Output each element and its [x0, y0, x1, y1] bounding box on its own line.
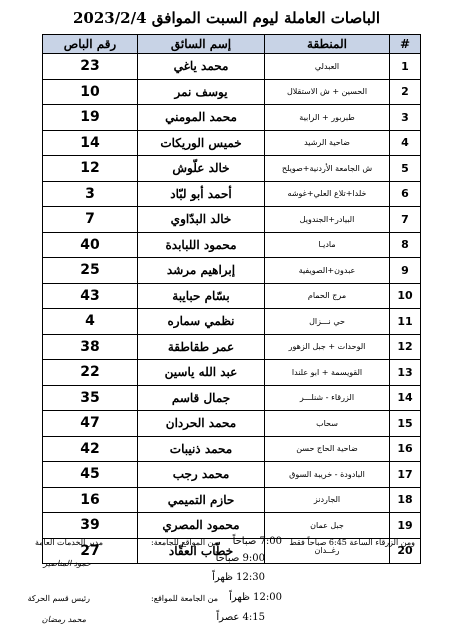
- row-driver-name: إبراهيم مرشد: [138, 258, 265, 284]
- row-driver-name: حازم التميمي: [138, 487, 265, 513]
- header-bus-number: رقم الباص: [43, 35, 138, 54]
- row-driver-name: بسّام حبايبة: [138, 283, 265, 309]
- head-title: رئيس قسم الحركة: [27, 594, 90, 603]
- table-row: [43, 334, 421, 360]
- row-driver-name: عبد الله ياسين: [138, 360, 265, 386]
- header-number: #: [390, 35, 421, 54]
- row-number: 2: [390, 79, 421, 105]
- row-number: 4: [390, 130, 421, 156]
- row-number: 10: [390, 283, 421, 309]
- row-area: الجاردنز: [265, 487, 390, 513]
- row-driver-name: محمد المومني: [138, 105, 265, 131]
- row-bus-number: 43: [43, 283, 138, 309]
- director-title: مدير الخدمات العامة: [34, 538, 103, 547]
- to-university-label: من المواقع للجامعة:: [151, 538, 218, 547]
- row-driver-name: يوسف نمر: [138, 79, 265, 105]
- row-driver-name: محمود اللبابدة: [138, 232, 265, 258]
- zarqa-note: ومن الزرقاء الساعة 6:45 صباحاً فقط: [289, 538, 415, 547]
- row-number: 20: [390, 538, 421, 564]
- row-area: سحاب: [265, 411, 390, 437]
- row-driver-name: أحمد أبو لبّاد: [138, 181, 265, 207]
- row-bus-number: 45: [43, 462, 138, 488]
- row-area: رغــدان: [265, 538, 390, 564]
- row-number: 15: [390, 411, 421, 437]
- row-driver-name: محمد ياغي: [138, 54, 265, 80]
- row-area: الوحدات + جبل الزهور: [265, 334, 390, 360]
- row-bus-number: 16: [43, 487, 138, 513]
- row-driver-name: عمر طقاطقة: [138, 334, 265, 360]
- row-bus-number: 4: [43, 309, 138, 335]
- header-driver: إسم السائق: [138, 35, 265, 54]
- director-signature-name: حمود المناصير: [43, 559, 91, 568]
- row-driver-name: محمد رجب: [138, 462, 265, 488]
- table-row: [43, 79, 421, 105]
- table-row: [43, 156, 421, 182]
- row-bus-number: 7: [43, 207, 138, 233]
- row-number: 6: [390, 181, 421, 207]
- row-bus-number: 42: [43, 436, 138, 462]
- table-row: [43, 360, 421, 386]
- row-area: الحسين + ش الاستقلال: [265, 79, 390, 105]
- row-area: مرج الحمام: [265, 283, 390, 309]
- row-number: 8: [390, 232, 421, 258]
- row-number: 1: [390, 54, 421, 80]
- row-number: 9: [390, 258, 421, 284]
- row-area: ضاحية الرشيد: [265, 130, 390, 156]
- row-driver-name: خالد علّوش: [138, 156, 265, 182]
- table-row: [43, 207, 421, 233]
- row-bus-number: 47: [43, 411, 138, 437]
- row-number: 7: [390, 207, 421, 233]
- to-university-time-2: 9:00 صباحاً: [215, 553, 265, 564]
- row-bus-number: 39: [43, 513, 138, 539]
- table-row: [43, 309, 421, 335]
- row-area: البادودة - خريبة السوق: [265, 462, 390, 488]
- row-number: 11: [390, 309, 421, 335]
- from-university-label: من الجامعة للمواقع:: [151, 594, 218, 603]
- row-bus-number: 10: [43, 79, 138, 105]
- row-bus-number: 12: [43, 156, 138, 182]
- row-number: 18: [390, 487, 421, 513]
- row-driver-name: خميس الوريكات: [138, 130, 265, 156]
- row-area: طبربور + الرابية: [265, 105, 390, 131]
- from-university-time-2: 4:15 عصراً: [216, 612, 265, 623]
- row-driver-name: خطّاب العقّاد: [138, 538, 265, 564]
- row-driver-name: جمال قاسم: [138, 385, 265, 411]
- row-area: العبدلي: [265, 54, 390, 80]
- table-row: [43, 105, 421, 131]
- row-number: 17: [390, 462, 421, 488]
- row-number: 12: [390, 334, 421, 360]
- footer-schedule: [0, 532, 453, 640]
- row-bus-number: 25: [43, 258, 138, 284]
- row-area: خلدا+تلاع العلي+غوشه: [265, 181, 390, 207]
- row-bus-number: 27: [43, 538, 138, 564]
- row-number: 14: [390, 385, 421, 411]
- page-title: الباصات العاملة ليوم السبت الموافق 2023/2/4: [72, 9, 381, 27]
- row-area: القويسمة + ابو علندا: [265, 360, 390, 386]
- row-driver-name: محمد الحردان: [138, 411, 265, 437]
- row-bus-number: 22: [43, 360, 138, 386]
- row-bus-number: 14: [43, 130, 138, 156]
- table-row: [43, 232, 421, 258]
- head-signature-name: محمد رمضان: [41, 615, 86, 624]
- row-number: 16: [390, 436, 421, 462]
- to-university-time-1: 7:00 صباحاً: [232, 536, 282, 547]
- row-area: جبل عمان: [265, 513, 390, 539]
- row-number: 5: [390, 156, 421, 182]
- table-row: [43, 462, 421, 488]
- table-row: [43, 181, 421, 207]
- row-number: 13: [390, 360, 421, 386]
- table-row: [43, 258, 421, 284]
- row-number: 19: [390, 513, 421, 539]
- row-bus-number: 35: [43, 385, 138, 411]
- row-bus-number: 19: [43, 105, 138, 131]
- table-row: [43, 385, 421, 411]
- table-row: [43, 283, 421, 309]
- row-area: حي نـــزال: [265, 309, 390, 335]
- table-row: [43, 487, 421, 513]
- header-area: المنطقة: [265, 35, 390, 54]
- table-row: [43, 436, 421, 462]
- to-university-time-3: 12:30 ظهراً: [212, 572, 265, 583]
- row-number: 3: [390, 105, 421, 131]
- row-area: ضاحية الحاج حسن: [265, 436, 390, 462]
- from-university-time-1: 12:00 ظهراً: [229, 592, 282, 603]
- table-row: [43, 411, 421, 437]
- row-bus-number: 3: [43, 181, 138, 207]
- row-area: البيادر+الجندويل: [265, 207, 390, 233]
- row-area: ماديـا: [265, 232, 390, 258]
- row-bus-number: 40: [43, 232, 138, 258]
- row-bus-number: 38: [43, 334, 138, 360]
- row-driver-name: نظمي سماره: [138, 309, 265, 335]
- table-header-row: [43, 35, 421, 54]
- row-driver-name: خالد البدّاوي: [138, 207, 265, 233]
- row-area: الزرقاء - شنلـــر: [265, 385, 390, 411]
- row-driver-name: محمد ذنيبات: [138, 436, 265, 462]
- row-area: ش الجامعة الأردنية+صويلح: [265, 156, 390, 182]
- bus-schedule-table: [42, 34, 421, 564]
- row-driver-name: محمود المصري: [138, 513, 265, 539]
- table-row: [43, 54, 421, 80]
- table-row: [43, 130, 421, 156]
- row-bus-number: 23: [43, 54, 138, 80]
- row-area: عبدون+الصويفية: [265, 258, 390, 284]
